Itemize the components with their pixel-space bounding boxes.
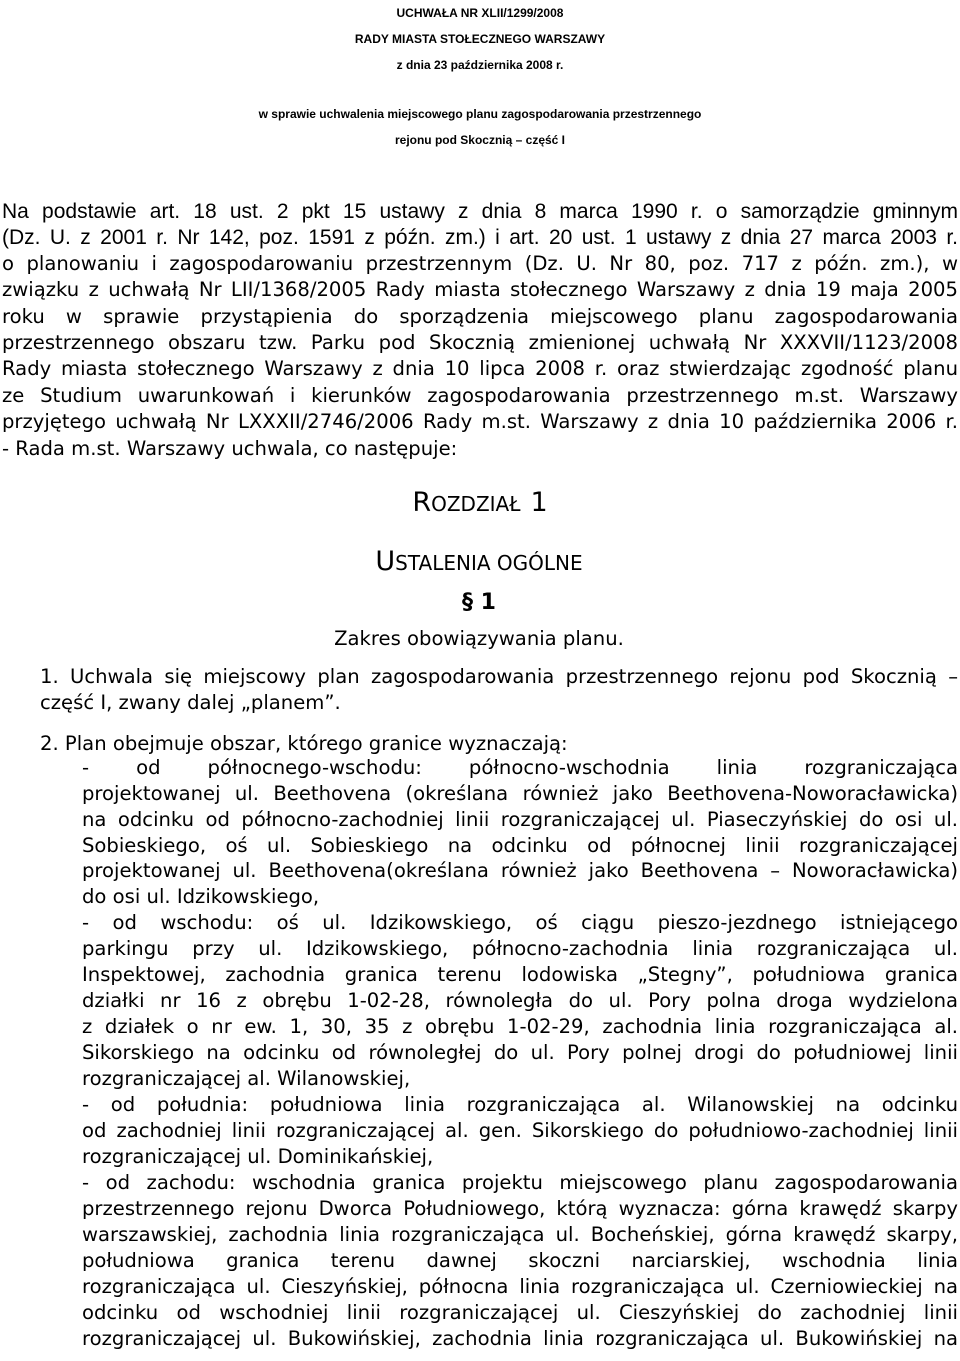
preamble-line: roku w sprawie przystąpienia do sporządzenia miejscowego planu zagospodarowania bbox=[2, 305, 958, 328]
preamble-line: (Dz. U. z 2001 r. Nr 142, poz. 1591 z późn. zm.) i art. 20 ust. 1 ustawy z dnia 27 marca 2003 r. bbox=[2, 226, 958, 249]
boundary-line: Inspektowej, zachodnia granica terenu lodowiska „Stegny”, południowa granica bbox=[82, 963, 958, 986]
point-1-line: część I, zwany dalej „planem”. bbox=[40, 691, 341, 714]
preamble-line: - Rada m.st. Warszawy uchwala, co następuje: bbox=[2, 437, 458, 460]
preamble-line: związku z uchwałą Nr LII/1368/2005 Rady miasta stołecznego Warszawy z dnia 19 maja 2005 bbox=[2, 278, 958, 301]
chapter-title-number: 1 bbox=[530, 487, 548, 518]
boundary-line: parkingu przy ul. Idzikowskiego, północno-zachodnia linia rozgraniczająca ul. bbox=[82, 937, 958, 960]
council-name: RADY MIASTA STOŁECZNEGO WARSZAWY bbox=[354, 32, 606, 46]
preamble-line: o planowaniu i zagospodarowaniu przestrzennym (Dz. U. Nr 80, poz. 717 z późn. zm.), w bbox=[2, 252, 958, 275]
boundary-line: do osi ul. Idzikowskiego, bbox=[82, 885, 320, 908]
boundary-line: rozgraniczającej ul. Dominikańskiej, bbox=[82, 1145, 434, 1168]
chapter-subtitle-rest: STALENIA OGÓLNE bbox=[395, 551, 583, 575]
boundary-line: warszawskiej, zachodnia linia rozgraniczająca ul. Bocheńskiej, górna krawędź skarpy, bbox=[82, 1223, 958, 1246]
preamble-line: ze Studium uwarunkowań i kierunków zagospodarowania przestrzennego m.st. Warszawy bbox=[2, 384, 958, 407]
resolution-number: UCHWAŁA NR XLII/1299/2008 bbox=[396, 6, 564, 20]
subject-line-2: rejonu pod Skocznią – część I bbox=[394, 133, 566, 147]
preamble-line: Rady miasta stołecznego Warszawy z dnia 10 lipca 2008 r. oraz stwierdzając zgodność planu bbox=[2, 357, 958, 380]
preamble-line: przestrzennego obszaru tzw. Parku pod Skocznią zmienionej uchwałą Nr XXXVII/1123/2008 bbox=[2, 331, 958, 354]
chapter-title-rest: OZDZIAŁ bbox=[431, 492, 521, 516]
boundary-line: odcinku od wschodniej linii rozgraniczającej ul. Cieszyńskiej do zachodniej linii bbox=[82, 1301, 958, 1324]
boundary-line: rozgraniczającej ul. Bukowińskiej, zachodnia linia rozgraniczająca ul. Bukowińskiej na bbox=[82, 1327, 958, 1350]
boundary-line: na odcinku od północno-zachodniej linii rozgraniczającej ul. Piaseczyńskiej do osi ul. bbox=[82, 808, 958, 831]
boundary-line: przestrzennego rejonu Dworca Południowego, którą wyznacza: górna krawędź skarpy bbox=[82, 1197, 958, 1220]
section-number: § 1 bbox=[462, 590, 496, 615]
boundary-line: z działek o nr ew. 1, 30, 35 z obrębu 1-02-29, zachodnia linia rozgraniczająca al. bbox=[82, 1015, 958, 1038]
chapter-title bbox=[0, 486, 960, 523]
point-1-line: 1. Uchwala się miejscowy plan zagospodarowania przestrzennego rejonu pod Skocznią – bbox=[40, 665, 958, 688]
point-2-intro: 2. Plan obejmuje obszar, którego granice wyznaczają: bbox=[40, 732, 568, 755]
resolution-date: z dnia 23 października 2008 r. bbox=[396, 58, 564, 72]
chapter-title-initial: R bbox=[412, 487, 432, 518]
boundary-line: Sikorskiego na odcinku od równoległej do ul. Pory polnej drogi do południowej linii bbox=[82, 1041, 958, 1064]
section-heading: Zakres obowiązywania planu. bbox=[334, 627, 624, 650]
boundary-line: - od północnego-wschodu: północno-wschodnia linia rozgraniczająca bbox=[82, 756, 958, 779]
boundary-line: działki nr 16 z obrębu 1-02-28, równoległa do ul. Pory polna droga wydzielona bbox=[82, 989, 958, 1012]
boundary-line: rozgraniczającej al. Wilanowskiej, bbox=[82, 1067, 411, 1090]
chapter-subtitle bbox=[0, 545, 959, 582]
preamble-line: Na podstawie art. 18 ust. 2 pkt 15 ustawy z dnia 8 marca 1990 r. o samorządzie gminnym bbox=[2, 200, 958, 223]
boundary-line: - od południa: południowa linia rozgraniczająca al. Wilanowskiej na odcinku bbox=[82, 1093, 958, 1116]
subject-line-1: w sprawie uchwalenia miejscowego planu zagospodarowania przestrzennego bbox=[258, 107, 702, 121]
boundary-line: - od wschodu: oś ul. Idzikowskiego, oś ciągu pieszo-jezdnego istniejącego bbox=[82, 911, 958, 934]
boundary-line: projektowanej ul. Beethovena(określana również jako Beethovena – Noworacławicka) bbox=[82, 859, 958, 882]
preamble-line: przyjętego uchwałą Nr LXXXII/2746/2006 Rady m.st. Warszawy z dnia 10 października 2006 r. bbox=[2, 410, 958, 433]
boundary-line: rozgraniczająca ul. Cieszyńskiej, północna linia rozgraniczająca ul. Czerniowieckiej na bbox=[82, 1275, 958, 1298]
boundary-line: Sobieskiego, oś ul. Sobieskiego na odcinku od północnej linii rozgraniczającej bbox=[82, 834, 958, 857]
boundary-line: południowa granica terenu dawnej skoczni narciarskiej, wschodnia linia bbox=[82, 1249, 958, 1272]
boundary-line: projektowanej ul. Beethovena (określana również jako Beethovena-Noworacławicka) bbox=[82, 782, 958, 805]
chapter-subtitle-initial: U bbox=[375, 546, 396, 577]
boundary-line: od zachodniej linii rozgraniczającej al. gen. Sikorskiego do południowo-zachodniej linii bbox=[82, 1119, 958, 1142]
boundary-line: - od zachodu: wschodnia granica projektu miejscowego planu zagospodarowania bbox=[82, 1171, 958, 1194]
